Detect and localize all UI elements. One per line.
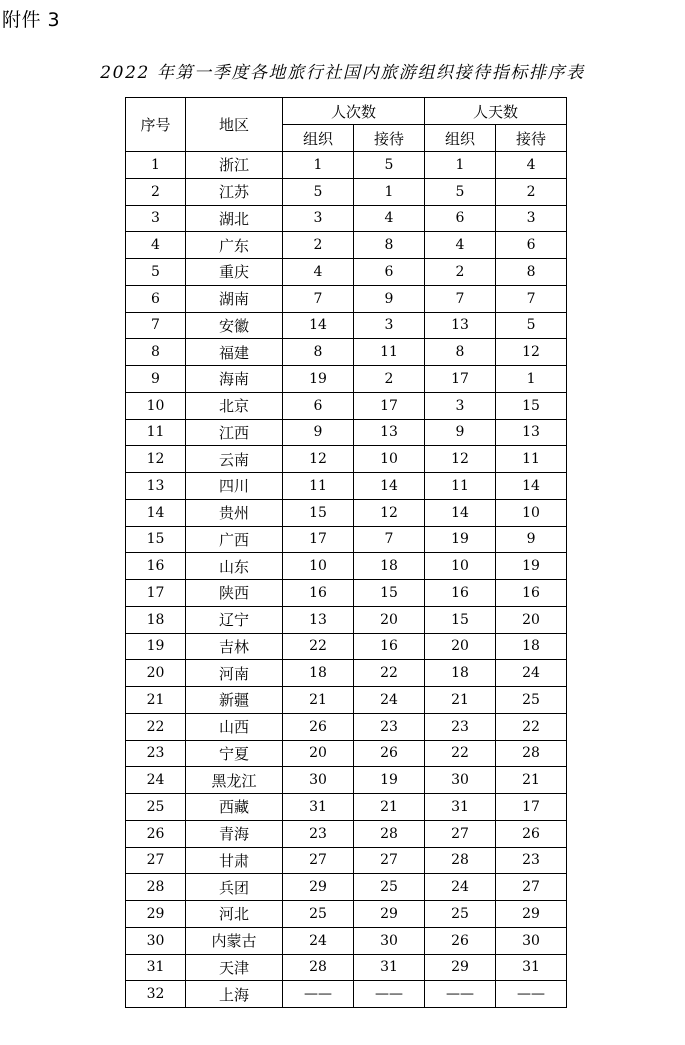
table-row [126,633,567,660]
table-row [126,178,567,205]
cell-person-times-receive: 23 [354,713,425,740]
cell-person-times-receive: 29 [354,901,425,928]
cell-region: 江苏 [186,178,283,205]
cell-person-days-receive: 16 [496,580,567,607]
table-row [126,473,567,500]
header-row-top [126,98,567,125]
cell-seq: 24 [126,767,186,794]
cell-person-days-receive: 23 [496,847,567,874]
cell-person-days-organize: 11 [425,473,496,500]
cell-person-times-organize: 9 [283,419,354,446]
table-row [126,526,567,553]
cell-person-times-organize: 6 [283,392,354,419]
cell-person-times-organize: 22 [283,633,354,660]
cell-person-days-receive: 7 [496,285,567,312]
table-row [126,606,567,633]
cell-person-times-receive: 10 [354,446,425,473]
cell-person-days-receive: —— [496,981,567,1008]
cell-person-days-organize: 19 [425,526,496,553]
cell-person-times-receive: 12 [354,499,425,526]
table-header [126,98,567,152]
cell-person-times-receive: 26 [354,740,425,767]
cell-region: 湖南 [186,285,283,312]
cell-person-times-receive: 6 [354,259,425,286]
table-row [126,259,567,286]
header-person-days: 人天数 [425,98,567,125]
cell-person-times-receive: 11 [354,339,425,366]
cell-person-days-receive: 25 [496,687,567,714]
cell-person-days-organize: 28 [425,847,496,874]
cell-person-times-organize: 1 [283,152,354,179]
cell-seq: 32 [126,981,186,1008]
cell-person-days-organize: 5 [425,178,496,205]
cell-region: 重庆 [186,259,283,286]
cell-seq: 31 [126,954,186,981]
header-person-days-organize: 组织 [425,125,496,152]
cell-region: 辽宁 [186,606,283,633]
header-person-times-organize: 组织 [283,125,354,152]
cell-person-days-receive: 26 [496,820,567,847]
cell-person-times-receive: —— [354,981,425,1008]
cell-person-days-receive: 17 [496,794,567,821]
cell-seq: 28 [126,874,186,901]
cell-person-times-receive: 21 [354,794,425,821]
cell-person-times-organize: 30 [283,767,354,794]
cell-person-days-organize: 22 [425,740,496,767]
cell-person-times-organize: 8 [283,339,354,366]
cell-person-days-organize: 29 [425,954,496,981]
document-title: 2022 年第一季度各地旅行社国内旅游组织接待指标排序表 [100,63,585,83]
cell-person-days-organize: 14 [425,499,496,526]
table-row [126,927,567,954]
cell-region: 山东 [186,553,283,580]
cell-person-times-receive: 20 [354,606,425,633]
table-row [126,152,567,179]
cell-person-days-organize: 7 [425,285,496,312]
cell-person-days-receive: 4 [496,152,567,179]
cell-person-days-receive: 13 [496,419,567,446]
cell-region: 浙江 [186,152,283,179]
cell-seq: 9 [126,366,186,393]
cell-person-times-receive: 18 [354,553,425,580]
table-row [126,446,567,473]
cell-person-days-organize: 30 [425,767,496,794]
cell-person-times-organize: 27 [283,847,354,874]
cell-seq: 5 [126,259,186,286]
ranking-table [125,97,567,1008]
cell-person-times-organize: —— [283,981,354,1008]
cell-person-times-receive: 4 [354,205,425,232]
cell-region: 北京 [186,392,283,419]
cell-person-times-receive: 13 [354,419,425,446]
cell-seq: 21 [126,687,186,714]
cell-person-times-receive: 14 [354,473,425,500]
table-row [126,687,567,714]
cell-person-days-receive: 14 [496,473,567,500]
cell-person-days-receive: 24 [496,660,567,687]
table-row [126,660,567,687]
cell-person-days-receive: 22 [496,713,567,740]
cell-person-days-organize: 25 [425,901,496,928]
cell-seq: 4 [126,232,186,259]
table-row [126,713,567,740]
cell-seq: 19 [126,633,186,660]
cell-person-days-organize: 27 [425,820,496,847]
table-row [126,874,567,901]
cell-seq: 17 [126,580,186,607]
cell-person-times-organize: 24 [283,927,354,954]
cell-person-times-organize: 21 [283,687,354,714]
cell-person-times-organize: 15 [283,499,354,526]
cell-person-times-receive: 5 [354,152,425,179]
cell-person-days-organize: 6 [425,205,496,232]
cell-region: 贵州 [186,499,283,526]
cell-region: 兵团 [186,874,283,901]
cell-person-days-receive: 9 [496,526,567,553]
cell-person-times-receive: 8 [354,232,425,259]
cell-person-times-organize: 28 [283,954,354,981]
cell-seq: 25 [126,794,186,821]
cell-person-days-receive: 29 [496,901,567,928]
table-row [126,794,567,821]
cell-person-times-organize: 17 [283,526,354,553]
cell-person-days-organize: 18 [425,660,496,687]
cell-person-times-organize: 25 [283,901,354,928]
cell-person-times-organize: 31 [283,794,354,821]
table-body [126,152,567,1008]
cell-person-times-receive: 24 [354,687,425,714]
table-row [126,901,567,928]
cell-seq: 2 [126,178,186,205]
cell-person-times-organize: 14 [283,312,354,339]
cell-person-days-receive: 15 [496,392,567,419]
cell-seq: 10 [126,392,186,419]
cell-person-days-organize: 9 [425,419,496,446]
cell-person-times-receive: 16 [354,633,425,660]
table-row [126,205,567,232]
cell-region: 陕西 [186,580,283,607]
cell-person-times-organize: 4 [283,259,354,286]
cell-person-times-receive: 3 [354,312,425,339]
cell-region: 云南 [186,446,283,473]
cell-person-days-organize: 1 [425,152,496,179]
cell-region: 江西 [186,419,283,446]
cell-region: 河南 [186,660,283,687]
table-row [126,954,567,981]
cell-seq: 14 [126,499,186,526]
cell-person-days-receive: 21 [496,767,567,794]
header-person-times: 人次数 [283,98,425,125]
cell-person-times-receive: 17 [354,392,425,419]
cell-person-times-receive: 27 [354,847,425,874]
cell-region: 安徽 [186,312,283,339]
cell-region: 福建 [186,339,283,366]
table-row [126,285,567,312]
cell-person-times-organize: 18 [283,660,354,687]
cell-person-days-organize: 13 [425,312,496,339]
cell-seq: 26 [126,820,186,847]
cell-region: 宁夏 [186,740,283,767]
cell-region: 山西 [186,713,283,740]
cell-person-days-organize: 4 [425,232,496,259]
cell-region: 四川 [186,473,283,500]
cell-seq: 22 [126,713,186,740]
cell-person-days-receive: 12 [496,339,567,366]
cell-region: 湖北 [186,205,283,232]
cell-person-days-receive: 18 [496,633,567,660]
cell-person-times-organize: 13 [283,606,354,633]
cell-seq: 3 [126,205,186,232]
cell-person-times-receive: 28 [354,820,425,847]
cell-region: 广西 [186,526,283,553]
table-row [126,820,567,847]
cell-seq: 18 [126,606,186,633]
cell-region: 西藏 [186,794,283,821]
cell-person-days-organize: 26 [425,927,496,954]
cell-person-days-organize: 10 [425,553,496,580]
cell-region: 广东 [186,232,283,259]
header-region: 地区 [186,98,283,152]
cell-region: 青海 [186,820,283,847]
cell-seq: 23 [126,740,186,767]
cell-person-days-organize: 2 [425,259,496,286]
table-row [126,553,567,580]
cell-person-days-receive: 20 [496,606,567,633]
cell-person-days-receive: 10 [496,499,567,526]
cell-person-times-organize: 23 [283,820,354,847]
cell-person-times-organize: 2 [283,232,354,259]
cell-seq: 7 [126,312,186,339]
cell-seq: 27 [126,847,186,874]
cell-person-times-organize: 19 [283,366,354,393]
cell-person-days-organize: 31 [425,794,496,821]
cell-person-times-receive: 19 [354,767,425,794]
cell-seq: 12 [126,446,186,473]
cell-person-days-receive: 8 [496,259,567,286]
table-row [126,847,567,874]
cell-person-times-organize: 29 [283,874,354,901]
cell-region: 上海 [186,981,283,1008]
cell-person-times-receive: 1 [354,178,425,205]
cell-person-times-organize: 7 [283,285,354,312]
table-row [126,312,567,339]
cell-person-times-organize: 3 [283,205,354,232]
table-row [126,339,567,366]
table-row [126,366,567,393]
cell-person-days-receive: 30 [496,927,567,954]
cell-person-times-organize: 10 [283,553,354,580]
table-row [126,580,567,607]
cell-person-days-receive: 19 [496,553,567,580]
cell-person-days-organize: 16 [425,580,496,607]
cell-person-days-organize: 15 [425,606,496,633]
cell-person-days-organize: 8 [425,339,496,366]
table-row [126,419,567,446]
cell-person-days-organize: —— [425,981,496,1008]
cell-person-times-receive: 25 [354,874,425,901]
cell-person-days-receive: 1 [496,366,567,393]
cell-person-days-organize: 21 [425,687,496,714]
cell-region: 内蒙古 [186,927,283,954]
cell-region: 海南 [186,366,283,393]
cell-seq: 15 [126,526,186,553]
cell-person-times-organize: 16 [283,580,354,607]
cell-seq: 16 [126,553,186,580]
cell-seq: 11 [126,419,186,446]
cell-person-times-organize: 5 [283,178,354,205]
cell-person-times-receive: 2 [354,366,425,393]
cell-seq: 6 [126,285,186,312]
cell-region: 天津 [186,954,283,981]
cell-person-days-receive: 2 [496,178,567,205]
cell-person-times-organize: 26 [283,713,354,740]
header-seq: 序号 [126,98,186,152]
table-row [126,392,567,419]
cell-region: 河北 [186,901,283,928]
cell-seq: 1 [126,152,186,179]
table-row [126,232,567,259]
cell-person-days-receive: 31 [496,954,567,981]
cell-person-days-organize: 24 [425,874,496,901]
cell-person-times-receive: 15 [354,580,425,607]
cell-region: 吉林 [186,633,283,660]
cell-person-days-receive: 27 [496,874,567,901]
cell-seq: 8 [126,339,186,366]
cell-person-days-organize: 20 [425,633,496,660]
attachment-label: 附件 3 [2,9,61,31]
cell-person-days-receive: 28 [496,740,567,767]
header-person-times-receive: 接待 [354,125,425,152]
cell-person-days-organize: 23 [425,713,496,740]
cell-person-days-receive: 3 [496,205,567,232]
cell-person-times-organize: 11 [283,473,354,500]
cell-person-times-receive: 22 [354,660,425,687]
cell-region: 新疆 [186,687,283,714]
cell-person-days-receive: 11 [496,446,567,473]
cell-person-times-receive: 30 [354,927,425,954]
cell-person-days-receive: 6 [496,232,567,259]
cell-region: 甘肃 [186,847,283,874]
cell-person-times-organize: 12 [283,446,354,473]
cell-person-times-receive: 31 [354,954,425,981]
cell-person-times-receive: 9 [354,285,425,312]
cell-seq: 29 [126,901,186,928]
cell-seq: 30 [126,927,186,954]
cell-person-days-organize: 3 [425,392,496,419]
table-row [126,499,567,526]
table-row [126,767,567,794]
cell-person-days-organize: 12 [425,446,496,473]
header-person-days-receive: 接待 [496,125,567,152]
cell-person-days-receive: 5 [496,312,567,339]
table-row [126,981,567,1008]
cell-region: 黑龙江 [186,767,283,794]
cell-seq: 13 [126,473,186,500]
cell-person-days-organize: 17 [425,366,496,393]
cell-seq: 20 [126,660,186,687]
table-row [126,740,567,767]
cell-person-times-organize: 20 [283,740,354,767]
cell-person-times-receive: 7 [354,526,425,553]
